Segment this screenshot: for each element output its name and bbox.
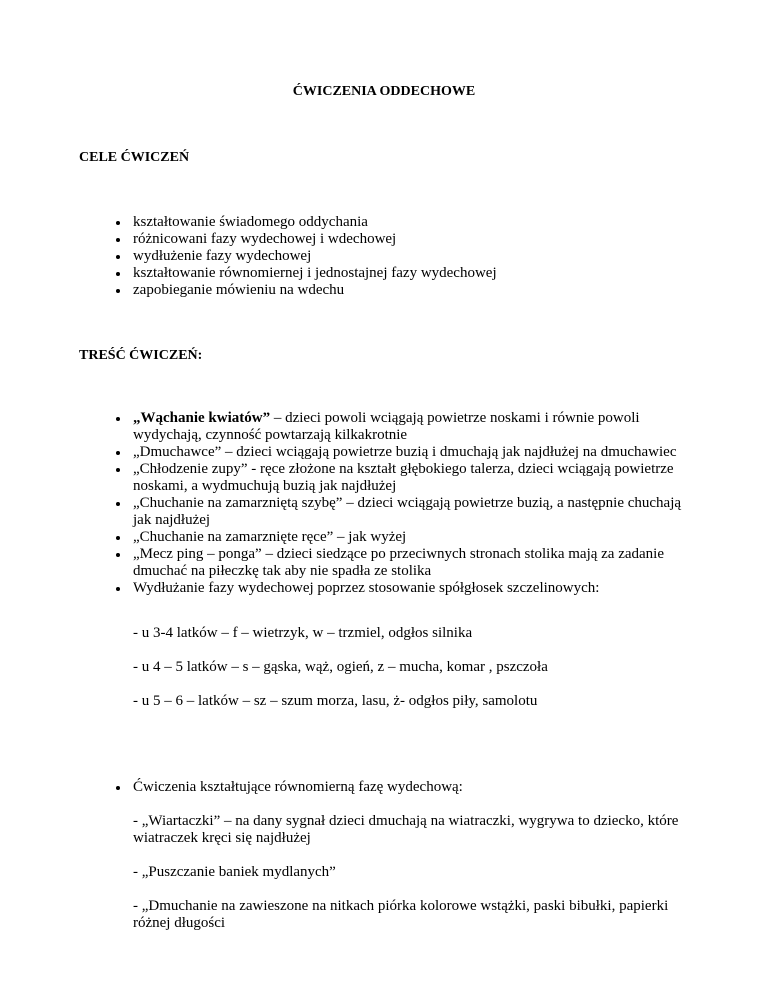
sub-item: - „Puszczanie baniek mydlanych”	[133, 864, 336, 880]
list-item: wydłużenie fazy wydechowej	[103, 248, 693, 265]
exercise-name: „Wąchanie kwiatów”	[133, 410, 271, 426]
section-heading-goals: CELE ĆWICZEŃ	[79, 150, 190, 165]
uniform-exhale-list	[103, 779, 693, 796]
list-item: Wydłużanie fazy wydechowej poprzez stosowanie spółgłosek szczelinowych:	[103, 580, 693, 597]
goals-list	[103, 214, 693, 299]
list-item: różnicowani fazy wydechowej i wdechowej	[103, 231, 693, 248]
list-item: kształtowanie świadomego oddychania	[103, 214, 693, 231]
page-title: ĆWICZENIA ODDECHOWE	[292, 84, 476, 99]
list-item: „Chuchanie na zamarznięte ręce” – jak wyżej	[103, 529, 693, 546]
sub-item: - u 4 – 5 latków – s – gąska, wąż, ogień, z – mucha, komar , pszczoła	[133, 659, 548, 675]
list-item: „Dmuchawce” – dzieci wciągają powietrze buzią i dmuchają jak najdłużej na dmuchawiec	[103, 444, 693, 461]
list-item: „Mecz ping – ponga” – dzieci siedzące po przeciwnych stronach stolika mają za zadanie dmuchać na piłeczkę tak aby nie spadła ze stolika	[103, 546, 693, 580]
sub-item: - u 5 – 6 – latków – sz – szum morza, lasu, ż- odgłos piły, samolotu	[133, 693, 538, 709]
list-item: „Chuchanie na zamarzniętą szybę” – dzieci wciągają powietrze buzią, a następnie chuchają jak najdłużej	[103, 495, 693, 529]
list-item: zapobieganie mówieniu na wdechu	[103, 282, 693, 299]
exercises-list	[103, 410, 693, 597]
sub-item: - u 3-4 latków – f – wietrzyk, w – trzmiel, odgłos silnika	[133, 625, 473, 641]
list-item: Ćwiczenia kształtujące równomierną fazę wydechową:	[103, 779, 693, 796]
list-item: kształtowanie równomiernej i jednostajnej fazy wydechowej	[103, 265, 693, 282]
list-item: „Chłodzenie zupy” - ręce złożone na kształt głębokiego talerza, dzieci wciągają powietrze noskami, a wydmuchują buzią jak najdłużej	[103, 461, 693, 495]
sub-item: - „Wiartaczki” – na dany sygnał dzieci dmuchają na wiatraczki, wygrywa to dziecko, które wiatraczek kręci się najdłużej	[133, 813, 679, 846]
section-heading-content: TREŚĆ ĆWICZEŃ:	[79, 348, 203, 363]
exercise-description: – dzieci powoli wciągają powietrze noskami i równie powoli wydychają, czynność powtarzają kilkakrotnie	[133, 410, 640, 443]
sub-item: - „Dmuchanie na zawieszone na nitkach piórka kolorowe wstążki, paski bibułki, papierki różnej długości	[133, 898, 669, 931]
list-item	[103, 410, 693, 444]
